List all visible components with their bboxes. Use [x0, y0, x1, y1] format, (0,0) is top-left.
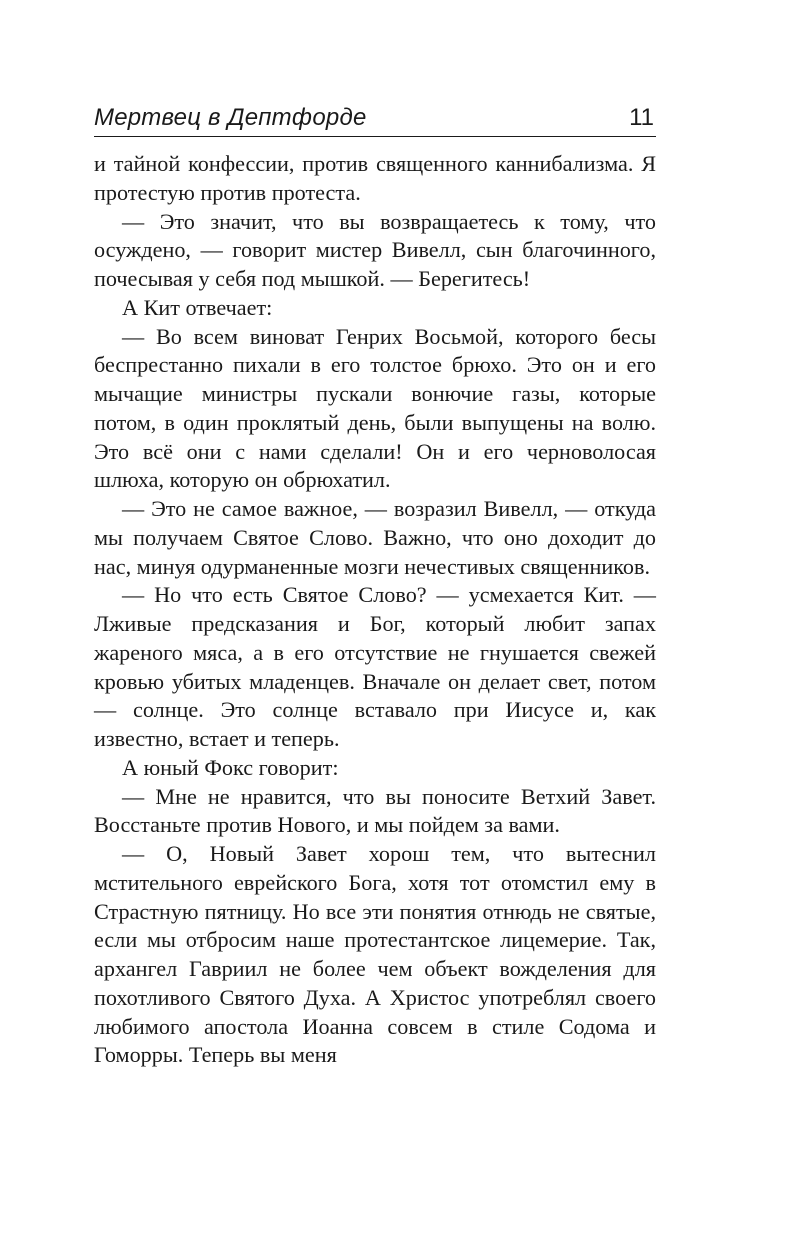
paragraph: — Мне не нравится, что вы поносите Ветхий Завет. Восстаньте против Нового, и мы пойдем за вами.: [94, 783, 656, 838]
paragraph: — О, Новый Завет хорош тем, что вытеснил мстительного еврейского Бога, хотя тот отомстил ему в Страстную пятницу. Но все эти понятия отнюдь не святые, если мы отбросим наше протестантское лицемерие. Так, архангел Гавриил не более чем объект вожделения для похотливого Святого Духа. А Христос употреблял своего любимого апостола Иоанна совсем в стиле Содома и Гоморры. Теперь вы меня: [94, 841, 656, 1068]
body-text: [94, 150, 656, 1070]
paragraph: А Кит отвечает:: [122, 294, 273, 320]
paragraph: — Это не самое важное, — возразил Вивелл, — откуда мы получаем Святое Слово. Важно, что оно доходит до нас, минуя одурманенные мозги нечестивых священников.: [94, 496, 656, 579]
paragraph: — Это значит, что вы возвращаетесь к тому, что осуждено, — говорит мистер Вивелл, сын благочинного, почесывая у себя под мышкой. — Берегитесь!: [94, 208, 656, 291]
running-title: Мертвец в Дептфорде: [94, 104, 367, 131]
paragraph: и тайной конфессии, против священного каннибализма. Я протестую против протеста.: [94, 151, 656, 205]
running-head: [94, 100, 656, 137]
paragraph: — Во всем виноват Генрих Восьмой, которого бесы беспрестанно пихали в его толстое брюхо. Это он и его мычащие министры пускали вонючие газы, которые потом, в один проклятый день, были выпущены на волю. Это всё они с нами сделали! Он и его черноволосая шлюха, которую он обрюхатил.: [94, 323, 656, 493]
book-page: [94, 100, 656, 1070]
paragraph: — Но что есть Святое Слово? — усмехается Кит. — Лживые предсказания и Бог, который любит запах жареного мяса, а в его отсутствие не гнушается свежей кровью убитых младенцев. Вначале он делает свет, потом — солнце. Это солнце вставало при Иисусе и, как известно, встает и теперь.: [94, 582, 656, 751]
paragraph: А юный Фокс говорит:: [122, 754, 339, 780]
page-number: 11: [629, 104, 654, 131]
